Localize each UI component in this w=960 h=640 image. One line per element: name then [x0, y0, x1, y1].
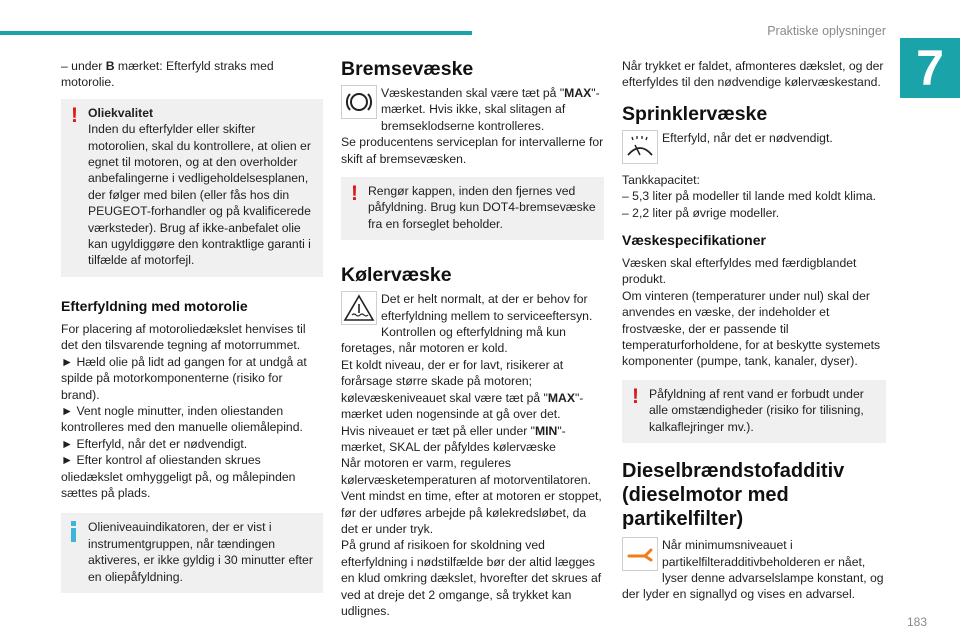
- coolant-warning-icon: [341, 291, 377, 325]
- section-title-washer: Sprinklervæske: [622, 102, 768, 125]
- brake-warning-text: Rengør kappen, inden den fjernes ved påfyldning. Brug kun DOT4-bremsevæske fra en forseglet beholder.: [368, 184, 596, 231]
- washer-p1: Efterfyld, når det er nødvendigt.: [662, 130, 833, 145]
- washer-fluid-icon: [622, 130, 658, 164]
- chapter-tab: 7: [900, 38, 960, 98]
- tank-item: – 5,3 liter på modeller til lande med koldt klima.: [622, 189, 877, 204]
- spec-p1: Væsken skal efterfyldes med færdigblandet produkt.: [622, 256, 857, 287]
- warning-text: Inden du efterfylder eller skifter motorolien, skal du kontrollere, at olien er egnet til motoren, og at den overholder anbefalingerne i vedligeholdelsesplanen, der følger med bilen (eller fås hos din PEUGEOT-forhandler og på kvalificerede værksteder). Brug af ikke-anbefalet olie kan ugyldiggøre den kontraktlige garanti i tilfælde af motorfejl.: [88, 122, 311, 268]
- coolant-p5: På grund af risikoen for skoldning ved efterfyldning i nødstilfælde bør der altid lægges en klud omkring dækslet, hvorefter det skrues af ved at dreje det 2 omgange, så trykket kan udlignes.: [341, 538, 602, 618]
- warning-icon: !: [351, 182, 358, 206]
- intro-dash: – under: [61, 59, 106, 73]
- brake-p1: Væskestanden skal være tæt på "MAX"-mærket. Hvis ikke, skal slitagen af bremseklodserne kontrolleres.: [381, 86, 600, 133]
- body-paragraph: ► Efterfyld, når det er nødvendigt.: [61, 436, 248, 451]
- diesel-body: [622, 537, 886, 603]
- water-warning-text: Påfyldning af rent vand er forbudt under alle omstændigheder (risiko for tilisning, kalkaflejringer mv.).: [649, 386, 864, 434]
- oil-level-info: [61, 513, 323, 593]
- section-title-spec: Væskespecifikationer: [622, 232, 766, 249]
- body-paragraph: ► Hæld olie på lidt ad gangen for at undgå at spilde på motorkomponenterne (risiko for brand).: [61, 354, 307, 402]
- column-3: [622, 58, 886, 603]
- diesel-p1: Når minimumsniveauet i partikelfilteradditivbeholderen er nået, lyser denne advarselslampe konstant, og der lyder en signallyd og vises en advarsel.: [622, 538, 884, 602]
- brake-warning-icon: [341, 85, 377, 119]
- coolant-p1: Det er helt normalt, at der er behov for efterfyldning mellem to serviceeftersyn. Kontrollen og efterfyldning må kun foretages, når motoren er kold.: [341, 292, 593, 356]
- running-header: Praktiske oplysninger: [767, 24, 886, 38]
- coolant-end: Når trykket er faldet, afmonteres dækslet, og der efterfyldes til den nødvendige kølervæskestand.: [622, 59, 884, 90]
- coolant-body: [341, 291, 604, 619]
- coolant-p4: Når motoren er varm, reguleres kølervæsketemperaturen af motorventilatoren. Vent mindst en time, efter at motoren er stoppet, før der udføres arbejde på kølekredsløbet, da det er under tryk.: [341, 456, 602, 536]
- water-warning: [622, 380, 886, 443]
- body-paragraph: ► Efter kontrol af oliestanden skrues oliedækslet omhyggeligt på, og målepinden sættes på plads.: [61, 453, 296, 500]
- warning-title: Oliekvalitet: [88, 105, 154, 120]
- intro-b: B: [105, 59, 115, 73]
- header-accent-bar: [0, 31, 472, 35]
- intro-line: [61, 58, 323, 91]
- warning-icon: !: [632, 384, 639, 408]
- coolant-p2: Et koldt niveau, der er for lavt, risikerer at forårsage større skade på motoren; kølevæskeniveauet skal være tæt på "MAX"-mærket uden nogensinde at gå over det.: [341, 357, 584, 422]
- info-text: Olieniveauindikatoren, der er vist i instrumentgruppen, når tændingen aktiveres, er ikke gyldig i 30 minutter efter en oliepåfyldning.: [88, 520, 313, 584]
- oil-refill-body: [61, 321, 323, 501]
- body-paragraph: For placering af motoroliedækslet henvises til det den tilsvarende tegning af motorrummet.: [61, 321, 306, 353]
- brake-warning: [341, 177, 604, 240]
- warning-icon: !: [71, 103, 78, 127]
- section-title-diesel: Dieselbrændstofadditiv (dieselmotor med partikelfilter): [622, 460, 845, 531]
- section-title-oil-refill: Efterfyldning med motorolie: [61, 297, 248, 314]
- column-2: [341, 58, 604, 619]
- coolant-p3: Hvis niveauet er tæt på eller under "MIN"-mærket, SKAL der påfyldes kølervæske: [341, 423, 566, 454]
- brake-body: [341, 85, 604, 167]
- section-title-brake: Bremsevæske: [341, 58, 474, 80]
- tank-label: Tankkapacitet:: [622, 172, 700, 187]
- body-paragraph: ► Vent nogle minutter, inden oliestanden kontrolleres med den manuelle oliemålepind.: [61, 403, 303, 435]
- diesel-additive-icon: [622, 537, 658, 571]
- section-title-coolant: Kølervæske: [341, 264, 452, 287]
- spec-p2: Om vinteren (temperaturer under nul) skal der anvendes en væske, der indeholder et frostvæske, der er passende til temperaturforholdene, for at beskytte systemets komponenter (pumpe, tank, kanaler, dyser).: [622, 288, 881, 369]
- page-number: 183: [906, 615, 927, 629]
- column-1: [61, 58, 323, 593]
- tank-item: – 2,2 liter på øvrige modeller.: [622, 205, 780, 220]
- brake-p2: Se producentens serviceplan for intervallerne for skift af bremsevæsken.: [341, 135, 604, 166]
- washer-body: [622, 130, 886, 164]
- info-icon: [71, 521, 77, 541]
- oil-quality-warning: [61, 99, 323, 277]
- intro-rest: mærket: Efterfyld straks med motorolie.: [61, 59, 274, 90]
